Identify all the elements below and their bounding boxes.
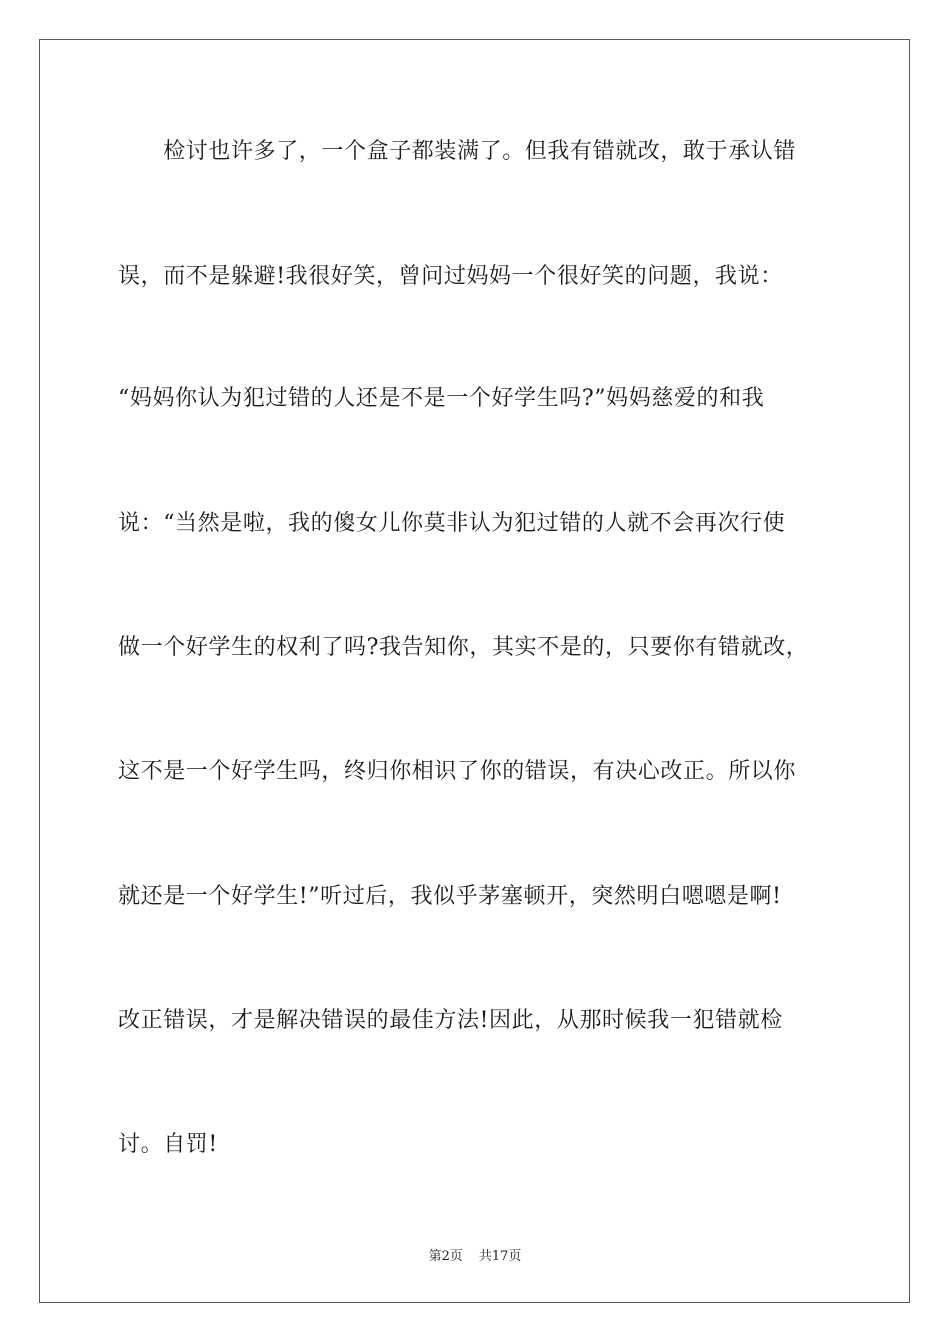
page-footer <box>0 1249 950 1265</box>
paragraph-line-2: 误，而不是躲避!我很好笑，曾问过妈妈一个很好笑的问题，我说： <box>118 264 783 289</box>
paragraph-line-9: 讨。自罚! <box>118 1132 218 1157</box>
paragraph-line-6: 这不是一个好学生吗，终归你相识了你的错误，有决心改正。所以你 <box>118 759 797 784</box>
paragraph-line-7: 就还是一个好学生!”听过后，我似乎茅塞顿开，突然明白嗯嗯是啊! <box>118 884 782 909</box>
paragraph-line-3: “妈妈你认为犯过错的人还是不是一个好学生吗?”妈妈慈爱的和我 <box>118 386 765 411</box>
paragraph-line-4: 说：“当然是啦，我的傻女儿你莫非认为犯过错的人就不会再次行使 <box>118 511 786 536</box>
page-total: 共17页 <box>478 1249 522 1264</box>
paragraph-line-8: 改正错误，才是解决错误的最佳方法!因此，从那时候我一犯错就检 <box>118 1008 783 1033</box>
paragraph-line-5: 做一个好学生的权利了吗?我告知你，其实不是的，只要你有错就改， <box>118 635 809 660</box>
page-number: 第2页 <box>428 1249 463 1264</box>
page-border <box>39 39 910 1303</box>
paragraph-line-1: 检讨也许多了，一个盒子都装满了。但我有错就改，敢于承认错 <box>118 139 797 164</box>
